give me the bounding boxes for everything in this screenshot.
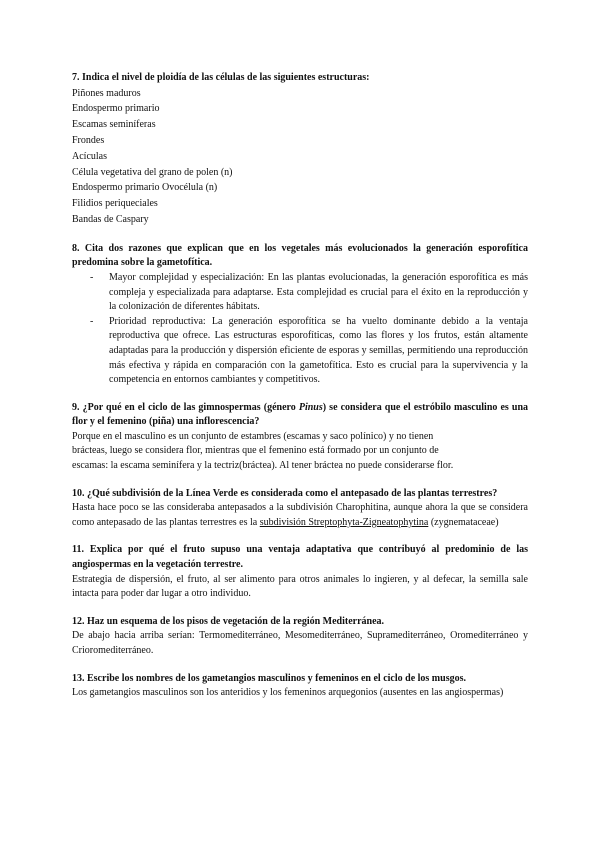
- question-7-title: 7. Indica el nivel de ploidía de las células de las siguientes estructuras:: [72, 72, 370, 83]
- question-8-list: [72, 271, 528, 388]
- list-item: Escamas seminíferas: [72, 119, 156, 131]
- question-12-answer: De abajo hacia arriba serían: Termomediterráneo, Mesomediterráneo, Supramediterráneo, Oromediterráneo y Crioromediterráneo.: [72, 630, 528, 657]
- question-12: [72, 615, 528, 659]
- bullet-text: Prioridad reproductiva: La generación esporofítica se ha vuelto dominante debido a la ventaja reproductiva que ofrece. Las estructuras esporofíticas, como las flores y los frutos, están altamente adaptadas para la producción y dispersión eficiente de esporas y semillas, permitiendo una reproducción más efectiva y rápida en comparación con la gametofítica. Esto es crucial para la supervivencia y la competencia en entornos cambiantes y competitivos.: [109, 315, 528, 386]
- question-13: [72, 672, 528, 701]
- question-9: [72, 401, 528, 474]
- question-8-title: 8. Cita dos razones que explican que en los vegetales más evolucionados la generación esporofítica predomina sobre la gametofítica.: [72, 242, 528, 269]
- question-10-answer: Hasta hace poco se las consideraba antepasados a la subdivisión Charophitina, aunque ahora la que se considera como antepasado de las plantas terrestres es la subdivisión Streptophyta-Zigneatophytina (zygnemataceae): [72, 502, 528, 528]
- bullet-text: Mayor complejidad y especialización: En las plantas evolucionadas, la generación esporofítica es más compleja y especializada para adaptarse. Esta complejidad es crucial para el éxito en la reproducción y la colonización de diferentes hábitats.: [109, 271, 528, 313]
- list-item: - Mayor complejidad y especialización: En las plantas evolucionadas, la generación esporofítica es más compleja y especializada para adaptarse. Esta complejidad es crucial para el éxito en la reproducción y la colonización de diferentes hábitats.: [90, 271, 528, 313]
- list-item: Célula vegetativa del grano de polen (n): [72, 166, 233, 178]
- question-10: [72, 487, 528, 531]
- question-10-title: 10. ¿Qué subdivisión de la Línea Verde es considerada como el antepasado de las plantas terrestres?: [72, 487, 498, 499]
- question-12-title: 12. Haz un esquema de los pisos de vegetación de la región Mediterránea.: [72, 615, 385, 627]
- list-item: Filidios periqueciales: [72, 198, 158, 210]
- question-9-answer: Porque en el masculino es un conjunto de estambres (escamas y saco polínico) y no tienen brácteas, luego se considera flor, mientras que el femenino está formado por un conjunto de escamas: la escama seminífera y la tectriz(bráctea). Al tener bráctea no puede considerarse flor.: [72, 430, 454, 472]
- list-item: Acículas: [72, 150, 107, 162]
- question-11-title: 11. Explica por qué el fruto supuso una ventaja adaptativa que contribuyó al predominio de las angiospermas en la vegetación terrestre.: [72, 544, 528, 571]
- list-item: Endospermo primario Ovocélula (n): [72, 182, 218, 194]
- document-page: [72, 71, 528, 701]
- list-item: Bandas de Caspary: [72, 213, 149, 225]
- list-item: Frondes: [72, 134, 105, 146]
- question-13-answer: Los gametangios masculinos son los anteridios y los femeninos arquegonios (ausentes en las angiospermas): [72, 687, 504, 699]
- subdivision-link[interactable]: subdivisión Streptophyta-Zigneatophytina: [259, 516, 429, 528]
- question-9-title: 9. ¿Por qué en el ciclo de las gimnospermas (género Pinus) se considera que el estróbilo masculino es una flor y el femenino (piña) una inflorescencia?: [72, 401, 529, 428]
- list-item: - Prioridad reproductiva: La generación esporofítica se ha vuelto dominante debido a la ventaja reproductiva que ofrece. Las estructuras esporofíticas, como las flores y los frutos, están altamente adaptadas para la producción y dispersión eficiente de esporas y semillas, permitiendo una reproducción más efectiva y rápida en comparación con la gametofítica. Esto es crucial para la supervivencia y la competencia en entornos cambiantes y competitivos.: [90, 315, 528, 386]
- question-11: [72, 543, 528, 601]
- list-item: Piñones maduros: [72, 87, 141, 99]
- list-item: Endospermo primario: [72, 103, 160, 115]
- question-8: [72, 242, 528, 388]
- question-13-title: 13. Escribe los nombres de los gametangios masculinos y femeninos en el ciclo de los musgos.: [72, 672, 466, 684]
- question-11-answer: Estrategia de dispersión, el fruto, al ser alimento para otros animales lo ingieren, y al defecar, la semilla sale intacta para poder dar lugar a otro individuo.: [72, 573, 528, 600]
- question-7-list: [72, 86, 528, 228]
- question-7: [72, 71, 528, 228]
- genus-name: Pinus: [298, 401, 323, 413]
